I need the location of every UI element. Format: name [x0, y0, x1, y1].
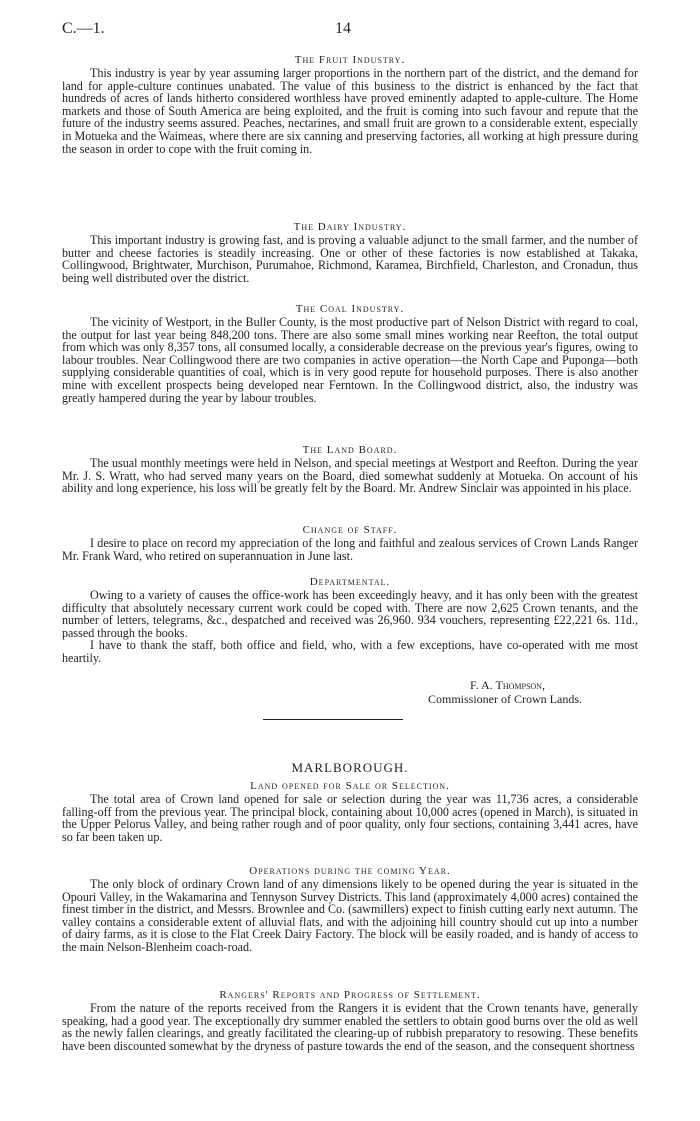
section-title: Change of Staff. [302, 524, 398, 536]
section-dairy-industry [62, 220, 638, 284]
page-number: 14 [335, 20, 351, 37]
paragraph: I have to thank the staff, both office and field, who, with a few exceptions, have co-operated with me most heartily. [62, 638, 638, 665]
paragraph: Owing to a variety of causes the office-work has been exceedingly heavy, and it has only been with the greatest difficulty that absolutely necessary current work could be coped with. There are now 2,625 Crown tenants, and the number of letters, telegrams, &c., despatched and received was 26,960. 934 vouchers, representing £22,221 6s. 11d., passed through the books. [62, 588, 638, 640]
signature-title: Commissioner of Crown Lands. [428, 692, 582, 706]
section-land-board [62, 443, 638, 495]
paragraph: From the nature of the reports received from the Rangers it is evident that the Crown tenants have, generally speaking, had a good year. The exceptionally dry summer enabled the settlers to obtain good burns over the old as well as the newly fallen clearings, and greatly facilitated the clearing-up of rubbish preparatory to resowing. These benefits have been discounted somewhat by the dryness of pasture towards the end of the season, and the consequent shortness [62, 1001, 638, 1053]
paragraph: I desire to place on record my appreciation of the long and faithful and zealous services of Crown Lands Ranger Mr. Frank Ward, who retired on superannuation in June last. [62, 536, 638, 563]
document-reference: C.—1. [62, 20, 105, 37]
paragraph: The vicinity of Westport, in the Buller County, is the most productive part of Nelson District with regard to coal, the output for last year being 848,200 tons. There are also some small mines working near Reefton, the total output from which was only 8,357 tons, all consumed locally, a considerable decrease on the previous year's figures, owing to labour troubles. Near Collingwood there are two companies in active operation—the North Cape and Puponga—both supplying considerable quantities of coal, which is in very good repute for household purposes. There is also another mine with excellent prospects being developed near Ferntown. In the Collingwood district, also, the industry was greatly hampered during the year by labour troubles. [62, 315, 638, 405]
section-title: The Fruit Industry. [294, 54, 406, 66]
section-title: The Coal Industry. [295, 303, 405, 315]
section-title: The Dairy Industry. [293, 221, 407, 233]
section-operations-coming-year [62, 864, 638, 954]
section-rangers-reports [62, 988, 638, 1052]
section-title: Operations during the coming Year. [249, 865, 451, 877]
section-fruit-industry [62, 53, 638, 155]
section-divider [263, 719, 403, 720]
section-title: Departmental. [309, 576, 391, 588]
paragraph: This industry is year by year assuming larger proportions in the northern part of the district, and the demand for land for apple-culture continues unabated. The value of this business to the district is enhanced by the fact that hundreds of acres of lands hitherto considered worthless have proved eminently adapted to apple-culture. The Home markets and those of South America are being exploited, and the fruit is coming into such favour and repute that the future of the industry seems assured. Peaches, nectarines, and small fruit are grown to a considerable extent, especially in Motueka and the Waimeas, where there are six canning and preserving factories, all working at high pressure during the season in order to cope with the fruit coming in. [62, 66, 638, 156]
section-departmental [62, 575, 638, 665]
paragraph: This important industry is growing fast, and is proving a valuable adjunct to the small farmer, and the number of butter and cheese factories is steadily increasing. One or other of these factories is now established at Takaka, Collingwood, Brightwater, Murchison, Purumahoe, Richmond, Karamea, Birchfield, Charleston, and Cronadun, thus being well distributed over the district. [62, 233, 638, 285]
section-change-of-staff [62, 523, 638, 562]
region-heading: MARLBOROUGH. [291, 760, 409, 775]
section-title: Rangers' Reports and Progress of Settlement. [219, 989, 481, 1001]
paragraph: The only block of ordinary Crown land of any dimensions likely to be opened during the year is situated in the Opouri Valley, in the Wakamarina and Tennyson Survey Districts. This land (approximately 4,000 acres) contained the finest timber in the district, and Messrs. Brownlee and Co. (sawmillers) expect to finish cutting early next autumn. The valley contains a considerable extent of alluvial flats, and with the adjoining hill country should cut up into a number of dairy farms, as it is close to the Flat Creek Dairy Factory. The block will be easily roaded, and is handy of access to the main Nelson-Blenheim coach-road. [62, 877, 638, 954]
paragraph: The usual monthly meetings were held in Nelson, and special meetings at Westport and Reefton. During the year Mr. J. S. Wratt, who had served many years on the Board, died somewhat suddenly at Motueka. On account of his ability and long experience, his loss will be greatly felt by the Board. Mr. Andrew Sinclair was appointed in his place. [62, 456, 638, 496]
section-land-opened [62, 779, 638, 843]
signature-name: F. A. Thompson, [470, 678, 545, 692]
section-title: Land opened for Sale or Selection. [250, 780, 450, 792]
paragraph: The total area of Crown land opened for sale or selection during the year was 11,736 acres, a considerable falling-off from the previous year. The principal block, containing about 10,000 acres (opened in March), is situated in the Upper Pelorus Valley, and being rather rough and of poor quality, only four sections, containing 3,441 acres, have so far been taken up. [62, 792, 638, 844]
section-coal-industry [62, 302, 638, 404]
section-title: The Land Board. [302, 444, 398, 456]
